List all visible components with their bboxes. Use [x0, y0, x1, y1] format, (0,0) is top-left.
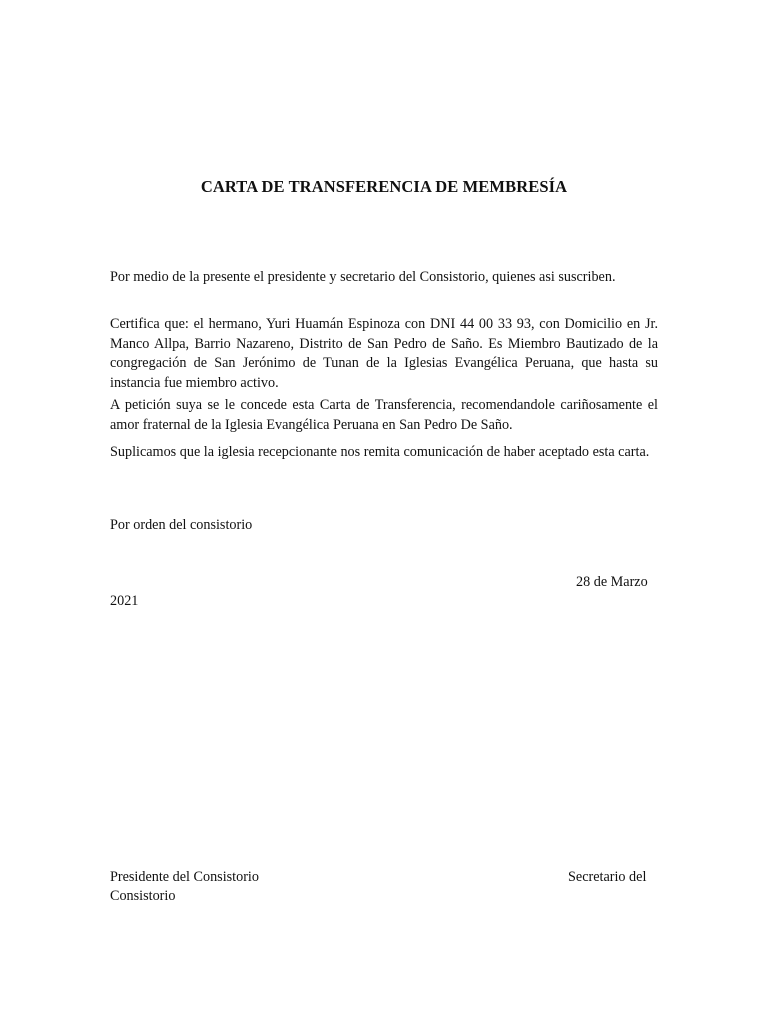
- document-title: CARTA DE TRANSFERENCIA DE MEMBRESÍA: [200, 177, 568, 196]
- paragraph-petition: A petición suya se le concede esta Carta de Transferencia, recomendandole cariñosamente el amor fraternal de la Iglesia Evangélica Peruana en San Pedro De Saño.: [110, 397, 658, 433]
- paragraph-intro: Por medio de la presente el presidente y secretario del Consistorio, quienes asi suscriben.: [110, 269, 616, 285]
- signature-secretary: Secretario del: [568, 869, 647, 885]
- paragraph-certification: Certifica que: el hermano, Yuri Huamán Espinoza con DNI 44 00 33 93, con Domicilio en Jr. Manco Allpa, Barrio Nazareno, Distrito de San Pedro de Saño. Es Miembro Bautizado de la congregación de San Jerónimo de Tunan de la Iglesias Evangélica Peruana, que hasta su instancia fue miembro activo.: [110, 316, 658, 391]
- date-day-month: 28 de Marzo: [576, 574, 648, 590]
- signature-president: Presidente del Consistorio: [110, 869, 259, 885]
- date-year: 2021: [110, 593, 139, 609]
- signature-secretary-continued: Consistorio: [110, 888, 176, 904]
- closing-line: Por orden del consistorio: [110, 517, 253, 533]
- paragraph-request: Suplicamos que la iglesia recepcionante nos remita comunicación de haber aceptado esta carta.: [110, 444, 650, 460]
